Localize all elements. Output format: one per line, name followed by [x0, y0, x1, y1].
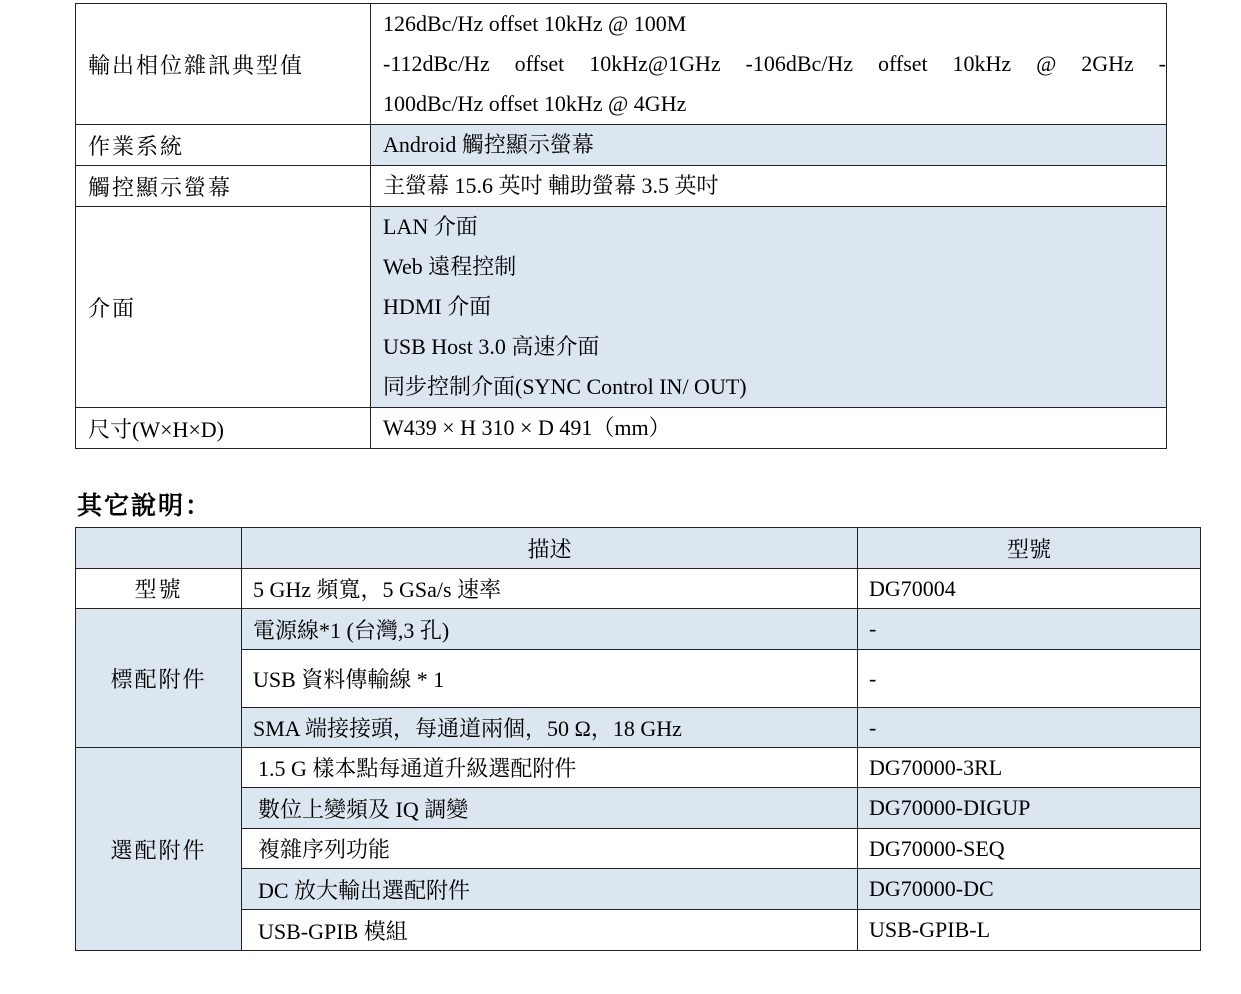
row-model: DG70004	[858, 569, 1201, 609]
row-desc: DC 放大輸出選配附件	[242, 869, 858, 910]
row-desc: USB-GPIB 模組	[242, 910, 858, 951]
accessory-table	[75, 527, 1201, 951]
spec-row-display	[76, 166, 1167, 207]
table-header-cell: 型號	[858, 528, 1201, 569]
row-desc: 複雜序列功能	[242, 829, 858, 869]
table-row	[76, 708, 1201, 748]
spec-value-line: -112dBc/Hz offset 10kHz@1GHz -106dBc/Hz offset 10kHz @ 2GHz -	[383, 51, 1166, 76]
table-row	[76, 788, 1201, 829]
row-model: -	[858, 708, 1201, 748]
spec-label: 介面	[76, 207, 371, 408]
table-row	[76, 829, 1201, 869]
spec-label: 尺寸(W×H×D)	[76, 408, 371, 449]
group-label-standard: 標配附件	[76, 609, 242, 748]
row-desc: 5 GHz 頻寬，5 GSa/s 速率	[242, 569, 858, 609]
row-desc: 電源線*1 (台灣,3 孔)	[242, 609, 858, 650]
row-desc: 1.5 G 樣本點每通道升級選配附件	[242, 748, 858, 788]
row-model: DG70000-DC	[858, 869, 1201, 910]
spec-value	[371, 4, 1167, 125]
spec-value-line: USB Host 3.0 高速介面	[383, 334, 600, 359]
row-desc: 數位上變頻及 IQ 調變	[242, 788, 858, 829]
spec-value-line: 126dBc/Hz offset 10kHz @ 100M	[383, 11, 687, 36]
row-model: -	[858, 650, 1201, 708]
spec-value-line: Web 遠程控制	[383, 254, 517, 279]
table-header-cell: 描述	[242, 528, 858, 569]
row-model: DG70000-3RL	[858, 748, 1201, 788]
spec-value-line: 主螢幕 15.6 英吋 輔助螢幕 3.5 英吋	[383, 173, 719, 198]
row-desc: SMA 端接接頭，每通道兩個，50 Ω，18 GHz	[242, 708, 858, 748]
spec-value	[371, 125, 1167, 166]
row-model: DG70000-SEQ	[858, 829, 1201, 869]
row-label: 型號	[76, 569, 242, 609]
table-row	[76, 569, 1201, 609]
spec-label: 觸控顯示螢幕	[76, 166, 371, 207]
spec-value	[371, 408, 1167, 449]
spec-value-line: W439 × H 310 × D 491（mm）	[383, 415, 671, 440]
table-row	[76, 869, 1201, 910]
spec-table	[75, 3, 1167, 449]
spec-label: 輸出相位雜訊典型值	[76, 4, 371, 125]
section-heading: 其它說明：	[77, 493, 213, 520]
row-model: -	[858, 609, 1201, 650]
table-row	[76, 609, 1201, 650]
table-header-row	[76, 528, 1201, 569]
table-row	[76, 748, 1201, 788]
table-row	[76, 910, 1201, 951]
spec-row-interface	[76, 207, 1167, 408]
table-header-cell	[76, 528, 242, 569]
spec-value-line: LAN 介面	[383, 214, 478, 239]
spec-row-os	[76, 125, 1167, 166]
group-label-optional: 選配附件	[76, 748, 242, 951]
row-model: USB-GPIB-L	[858, 910, 1201, 951]
row-model: DG70000-DIGUP	[858, 788, 1201, 829]
row-desc: USB 資料傳輸線 * 1	[242, 650, 858, 708]
spec-row-phase-noise	[76, 4, 1167, 125]
spec-row-dimensions	[76, 408, 1167, 449]
spec-value	[371, 166, 1167, 207]
spec-value-line: 同步控制介面(SYNC Control IN/ OUT)	[383, 374, 747, 399]
table-row	[76, 650, 1201, 708]
spec-value	[371, 207, 1167, 408]
spec-value-line: 100dBc/Hz offset 10kHz @ 4GHz	[383, 91, 687, 116]
spec-value-line: HDMI 介面	[383, 294, 492, 319]
spec-value-line: Android 觸控顯示螢幕	[383, 132, 594, 157]
spec-label: 作業系統	[76, 125, 371, 166]
